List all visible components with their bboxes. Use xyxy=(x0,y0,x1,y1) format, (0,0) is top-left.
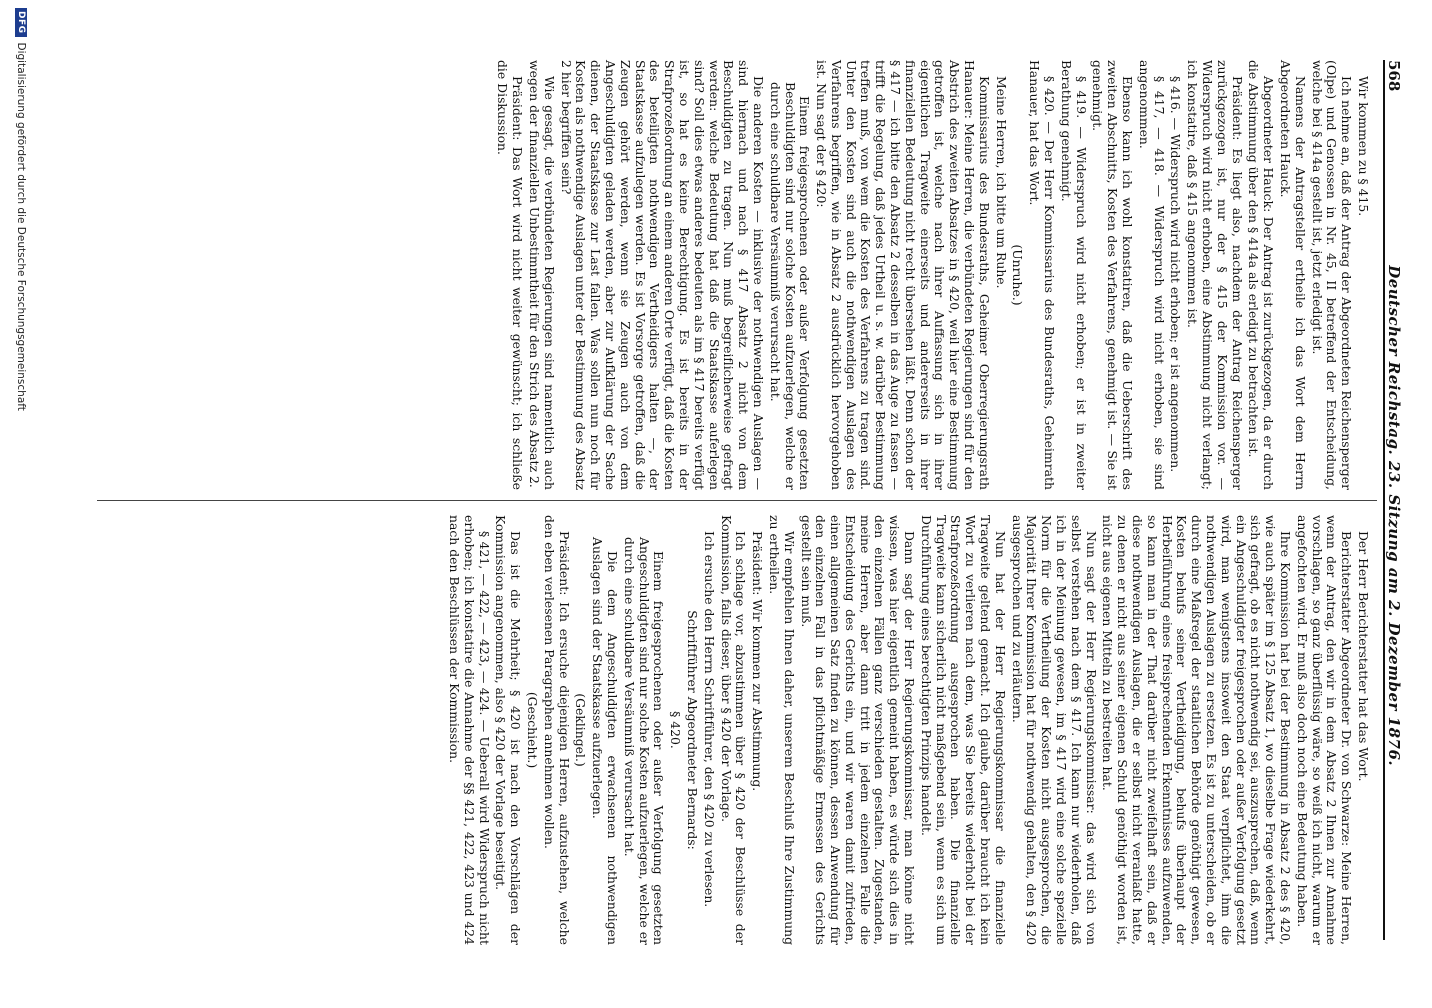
paragraph: Kommissarius des Bundesraths, Geheimer Oberregierungsrath Hanauer: Meine Herren, die verbündeten Regierungen sind für den Abstrich des zweiten Absatzes in § 420, weil hier eine Bestimmung getroffen ist, welche nach ihrer Auffassung sich in ihrer eigentlichen Tragweite einerseits und andererseits in ihrer finanziellen Bedeutung nicht recht übersehen läßt. Denn schon der § 417 — ich bitte den Absatz 2 desselben in das Auge zu fassen — trifft die Regelung, daß jedes Urtheil u. s. w. darüber Bestimmung treffen muß, von wem die Kosten des Verfahrens zu tragen sind. Unter den Kosten sind auch die nothwendigen Auslagen des Verfahrens begriffen, wie in Absatz 2 ausdrücklich hervorgehoben ist. Nun sagt der § 420: xyxy=(814,60,992,490)
paragraph: § 419. — Widerspruch wird nicht erhoben; er ist in zweiter Berathung genehmigt. xyxy=(1058,60,1089,490)
paragraph: § 420. — Der Herr Kommissarius des Bundesraths, Geheimrath Hanauer, hat das Wort. xyxy=(1027,60,1058,490)
paragraph: Wir kommen zu § 415. xyxy=(1356,76,1371,217)
paragraph: Der Herr Berichterstatter hat das Wort. xyxy=(1356,531,1371,782)
paragraph: Präsident: Es liegt also, nachdem der Antrag Reichensperger zurückgezogen ist, nur der § 415 der Kommission vor. — Widerspruch wird nicht erhoben, eine Abstimmung nicht verlangt; ich konstatire, daß § 415 angenommen ist. xyxy=(1185,60,1245,490)
paragraph: Meine Herren, ich bitte um Ruhe. xyxy=(993,76,1009,289)
paragraph: Ich nehme an, daß der Antrag der Abgeordneten Reichensperger (Olpe) und Genossen in Nr. 45, II betreffend der Entscheidung, welche bei § 414a gestellt ist, jetzt erledigt ist. xyxy=(1309,60,1355,490)
paragraph: Einem freigesprochenen oder außer Verfolgung gesetzten Angeschuldigten sind nur solche Kosten aufzuerlegen, welche er durch eine schuldbare Versäumniß verursacht hat. xyxy=(621,537,667,945)
page-title: Deutscher Reichstag. 23. Sitzung am 2. Dezember 1876. xyxy=(1385,265,1403,767)
paragraph: Die dem Angeschuldigten erwachsenen nothwendigen Auslagen sind der Staatskasse aufzuerlegen. xyxy=(590,537,620,945)
paragraph: Die anderen Kosten — inklusive der nothwendigen Auslagen — sind hiernach und nach § 417 Absatz 2 nicht von dem Beschuldigten zu tragen. Nun muß begreiflicherweise gefragt werden: welche Bedeutung hat daß die Staatskasse auferlegen sind? Soll dies etwas anderes bedeuten als im § 417 bereits verfügt ist, so hat es keine Berechtigung. Es ist bereits in der Strafprozeßordnung an einem anderen Orte verfügt, daß die Kosten des beteiligten nothwendigen Vertheidigers halten —, der Staatskasse aufzulegen werden. Es ist Vorsorge getroffen, daß die Zeugen gehört werden, wenn sie Zeugen auch von dem Angeschuldigten geladen werden, aber zur Aufklärung der Sache dienen, der Staatskasse zur Last fallen. Was sollen nun noch für Kosten als nothwendige Auslagen unter der Bestimmung des Absatz 2 hier begriffen sein? xyxy=(558,60,766,490)
digitization-credit xyxy=(8,0,34,1008)
paragraph: Präsident: Das Wort wird nicht weiter gewünscht; ich schließe die Diskussion. xyxy=(495,60,526,490)
paragraph: Schriftführer Abgeordneter Bernards: xyxy=(684,610,700,850)
paragraph: Nun hat der Herr Regierungskommissar die finanzielle Tragweite geltend gemacht. Ich glaube, darüber braucht ich kein Wort zu verlieren nach dem, was Sie bereits wiederholt bei der Strafprozeßordnung ausgesprochen haben. Die finanzielle Tragweite kann sicherlich nicht maßgebend sein, wenn es sich um Durchführung eines berechtigten Prinzips handelt. xyxy=(918,515,1008,945)
paragraph: (Geschieht.) xyxy=(524,691,540,769)
paragraph: Ich ersuche den Herrn Schriftführer, den § 420 zu verlesen. xyxy=(701,531,717,908)
paragraph: Ich schlage vor, abzustimmen über § 420 der Beschlüsse der Kommission, falls dieser, über § 420 der Vorlage. xyxy=(718,515,749,945)
paragraph: (Geklingel.) xyxy=(573,693,589,767)
paragraph: § 420. xyxy=(668,711,684,749)
paragraph: Wie gesagt, die verbündeten Regierungen sind namentlich auch wegen der finanziellen Unbestimmtheit für den Strich des Absatz 2. xyxy=(526,60,557,490)
paragraph: Wir empfehlen Ihnen daher, unserem Beschluß Ihre Zustimmung zu ertheilen. xyxy=(766,515,797,945)
paragraph: Namens der Antragsteller ertheile ich das Wort dem Herrn Abgeordneten Hauck. xyxy=(1278,60,1308,490)
paragraph: Nun sagt der Herr Regierungskommissar: das wird sich von selbst verstehen nach dem § 417. Ich kann nur wiederholen, daß ich in der Meinung gewesen, im § 417 wird eine solche spezielle Norm für die Vertheilung der Kosten nicht ausgesprochen, die Majorität Ihrer Kommission hat für nothwendig gehalten, den § 420 ausgesprochen und zu erläutern. xyxy=(1009,515,1099,945)
paragraph: (Unruhe.) xyxy=(1010,244,1026,306)
running-head xyxy=(1383,60,1407,940)
paragraph: § 416. — Widerspruch wird nicht erhoben; er ist angenommen. xyxy=(1168,76,1184,473)
left-column xyxy=(30,60,1370,490)
paragraph: § 417, — 418. — Widerspruch wird nicht erhoben, sie sind angenommen. xyxy=(1136,60,1167,490)
paragraph: Präsident: Ich ersuche diejenigen Herren, aufzustehen, welche den eben verlesenen Paragraphen annehmen wollen. xyxy=(541,515,572,945)
paragraph: Einem freigesprochenen oder außer Verfolgung gesetzten Beschuldigten sind nur solche Kosten aufzuerlegen, welche er durch eine schuldbare Versäumniß verursacht hat. xyxy=(767,82,813,490)
paragraph: Berichterstatter Abgeordneter Dr. von Schwarze: Meine Herren, wenn der Antrag, den wir in dem Absatz 2 Ihnen zur Annahme vorschlagen, so ganz überflüssig wäre, so weiß ich nicht, warum er angefochten wird. Er muß also doch noch eine Bedeutung haben. xyxy=(1294,515,1355,945)
paragraph: Abgeordneter Hauck: Der Antrag ist zurückgezogen, da er durch die Abstimmung über den § 414a als erledigt zu betrachten ist. xyxy=(1246,60,1277,490)
paragraph: Ihre Kommission hat bei der Bestimmung in Absatz 2 des § 420, wie auch später im § 125 Absatz 1, wo dieselbe Frage wiederkehrt, sich gefragt, ob es nicht nothwendig sei, auszusprechen, daß, wenn ein Angeschuldigter freigesprochen oder außer Verfolgung gesetzt wird, man wenigstens insoweit den Staat verpflichtet, ihm die nothwendigen Auslagen zu ersetzen. Es ist zu unterscheiden, ob er durch eine Maßregel der staatlichen Behörde genöthigt gewesen, Kosten behufs seiner Vertheidigung, behufs überhaupt der Herbeiführung eines freisprechenden Erkenntnisses aufzuwenden, so kann man in der That darüber nicht zweifelhaft sein, daß er diese nothwendigen Auslagen, die er selbst nicht veranlaßt hatte, zu denen er nicht aus seiner eigenen Schuld genöthigt worden ist, nicht aus eigenen Mitteln zu bestreiten hat. xyxy=(1100,515,1294,945)
paragraph: Ebenso kann ich wohl konstatiren, daß die Ueberschrift des zweiten Abschnitts, Kosten des Verfahrens, genehmigt ist. — Sie ist genehmigt. xyxy=(1090,60,1136,490)
paragraph: Dann sagt der Herr Regierungskommissar, man könne nicht wissen, was hier eigentlich gemeint haben, es würde sich dies in den einzelnen Fällen ganz verschieden gestalten. Zugestanden, meine Herren, aber dann tritt in jedem einzelnen Falle die Entscheidung des Gerichts ein, und wir waren damit zufrieden, einen allgemeinen Satz finden zu können, dessen Anwendung für den einzelnen Fall in das pflichtmäßige Ermessen des Gerichts gestellt sein muß. xyxy=(798,515,918,945)
page-number: 568 xyxy=(1385,60,1403,92)
paragraph: Präsident: Wir kommen zur Abstimmung. xyxy=(750,531,766,792)
credit-text: Digitalisierung gefördert durch die Deutsche Forschungsgemeinschaft xyxy=(15,42,27,411)
dfg-logo: DFG xyxy=(15,8,27,37)
paragraph: Das ist die Mehrheit; § 420 ist nach den Vorschlägen der Kommission angenommen, also § 420 der Vorlage beseitigt. xyxy=(493,515,524,945)
right-column xyxy=(30,515,1370,945)
paragraph: § 421, — 422, — 423, — 424. — Ueberall wird Widerspruch nicht erhoben; ich konstatire die Annahme der §§ 421, 422, 423 und 424 nach den Beschlüssen der Kommission. xyxy=(446,515,492,945)
column-divider xyxy=(97,500,1377,501)
